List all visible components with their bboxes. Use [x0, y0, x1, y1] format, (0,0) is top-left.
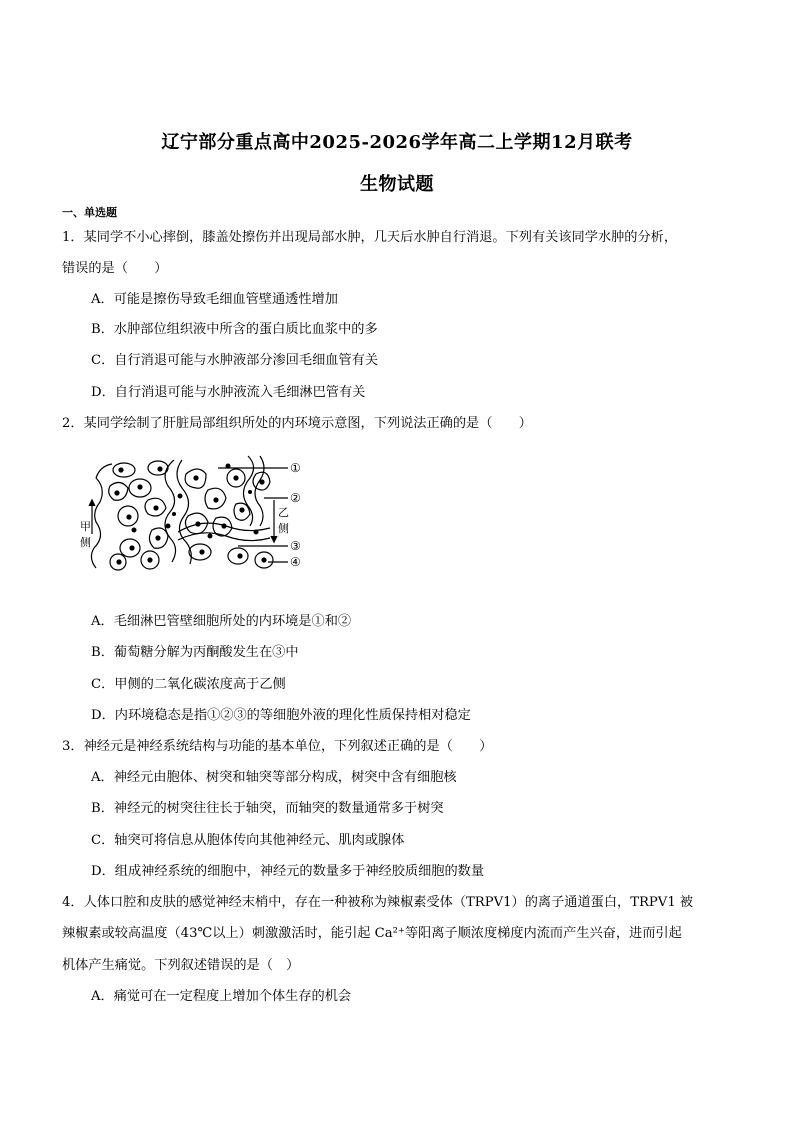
page-title: 辽宁部分重点高中2025-2026学年高二上学期12月联考: [161, 132, 633, 153]
diagram-right-side-1: 乙: [278, 506, 289, 519]
question-1-option-d: D．自行消退可能与水肿液流入毛细淋巴管有关: [91, 385, 366, 400]
section-heading: 一、单选题: [62, 206, 117, 219]
question-4-stem-line-3: 机体产生痛觉。下列叙述错误的是（ ）: [62, 958, 300, 973]
diagram-label-4: ④: [290, 555, 301, 569]
diagram-right-side-2: 侧: [278, 522, 289, 535]
diagram-label-2: ②: [290, 491, 301, 505]
question-4-stem-line-2: 辣椒素或较高温度（43℃以上）刺激激活时，能引起 Ca²⁺等阳离子顺浓度梯度内流而产生兴奋，进而引起: [62, 926, 682, 941]
question-3-option-a: A．神经元由胞体、树突和轴突等部分构成，树突中含有细胞核: [91, 770, 457, 785]
diagram-left-side-2: 侧: [80, 536, 91, 549]
question-3-option-d: D．组成神经系统的细胞中，神经元的数量多于神经胶质细胞的数量: [91, 864, 485, 879]
question-2-stem: 2．某同学绘制了肝脏局部组织所处的内环境示意图，下列说法正确的是（ ）: [62, 416, 532, 431]
question-3-option-c: C．轴突可将信息从胞体传向其他神经元、肌肉或腺体: [91, 833, 405, 848]
tissue-diagram: [80, 456, 310, 581]
question-2-option-d: D．内环境稳态是指①②③的等细胞外液的理化性质保持相对稳定: [91, 708, 471, 723]
page-subtitle: 生物试题: [360, 174, 434, 195]
question-1-option-a: A．可能是擦伤导致毛细血管壁通透性增加: [91, 292, 338, 307]
question-1-stem-line-2: 错误的是（ ）: [62, 261, 168, 276]
question-2-option-c: C．甲侧的二氧化碳浓度高于乙侧: [91, 677, 286, 692]
diagram-label-1: ①: [290, 461, 301, 475]
question-2-option-b: B．葡萄糖分解为丙酮酸发生在③中: [91, 645, 299, 660]
question-1-option-c: C．自行消退可能与水肿液部分渗回毛细血管有关: [91, 353, 379, 368]
question-3-stem: 3．神经元是神经系统结构与功能的基本单位，下列叙述正确的是（ ）: [62, 739, 493, 754]
question-2-option-a: A．毛细淋巴管壁细胞所处的内环境是①和②: [91, 614, 352, 629]
question-4-stem-line-1: 4．人体口腔和皮肤的感觉神经末梢中，存在一种被称为辣椒素受体（TRPV1）的离子通道蛋白，TRPV1 被: [62, 895, 694, 910]
question-3-option-b: B．神经元的树突往往长于轴突，而轴突的数量通常多于树突: [91, 801, 444, 816]
question-1-stem-line-1: 1．某同学不小心摔倒，膝盖处擦伤并出现局部水肿，几天后水肿自行消退。下列有关该同学水肿的分析，: [62, 230, 678, 245]
diagram-left-side-1: 甲: [80, 520, 91, 533]
question-1-option-b: B．水肿部位组织液中所含的蛋白质比血浆中的多: [91, 322, 378, 337]
question-4-option-a: A．痛觉可在一定程度上增加个体生存的机会: [91, 989, 352, 1004]
diagram-label-3: ③: [290, 539, 301, 553]
